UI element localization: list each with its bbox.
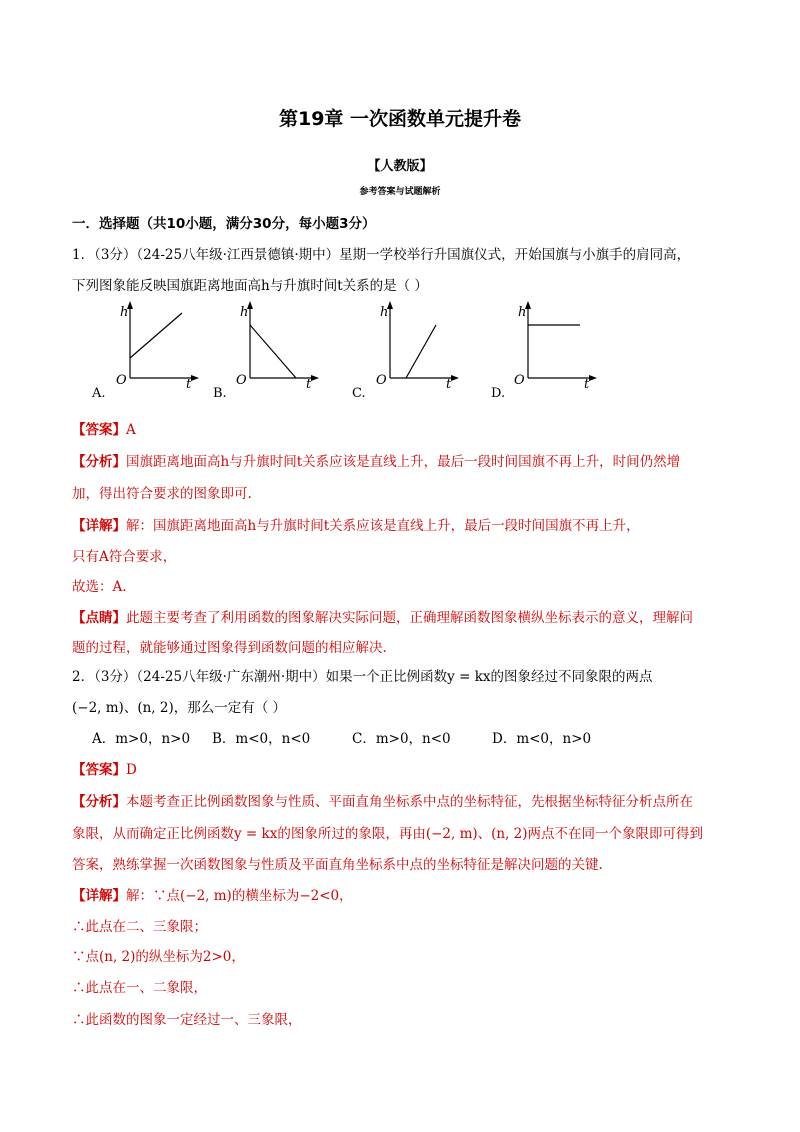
- q1-option-b-label: B.: [213, 386, 227, 401]
- analysis-text: 本题考查正比例函数图象与性质、平面直角坐标系中点的坐标特征，先根据坐标特征分析点所在: [126, 794, 693, 810]
- page-title: 第19章 一次函数单元提升卷: [278, 108, 522, 130]
- q1-detail-line1: [72, 514, 640, 534]
- q2-answer: [72, 758, 137, 778]
- q1-graph-b: [220, 300, 320, 390]
- edition-label: 【人教版】: [367, 159, 433, 174]
- graph-d-svg: [498, 300, 598, 390]
- q2-option-b: B．m<0，n<0: [212, 731, 311, 747]
- q1-graph-a: [100, 300, 200, 390]
- axis-x-label: t: [306, 377, 312, 392]
- q1-comment-line1: [72, 606, 693, 626]
- origin-label: O: [514, 373, 525, 388]
- q1-detail-line3: 故选：A.: [72, 579, 127, 595]
- q1-analysis-line1: [72, 450, 680, 470]
- q1-answer: [72, 418, 136, 438]
- q1-graph-d: [498, 300, 598, 390]
- detail-text: 解：∵点(−2, m)的横坐标为−2<0，: [126, 888, 353, 904]
- comment-tag: 【点睛】: [72, 610, 126, 626]
- q1-detail-line2: 只有A符合要求，: [72, 549, 177, 565]
- q2-detail-line2: ∴此点在二、三象限；: [72, 919, 207, 935]
- q1-option-c-label: C.: [352, 386, 366, 401]
- axis-y-label: h: [518, 305, 527, 320]
- graph-c-svg: [360, 300, 460, 390]
- q2-option-a: A．m>0，n>0: [92, 731, 191, 747]
- analysis-text: 国旗距离地面高h与升旗时间t关系应该是直线上升，最后一段时间国旗不再上升，时间仍然增: [126, 454, 681, 470]
- q2-detail-line5: ∴此函数的图象一定经过一、三象限，: [72, 1012, 302, 1028]
- axis-x-label: t: [584, 377, 590, 392]
- subtitle: 参考答案与试题解析: [359, 187, 441, 197]
- answer-value: A: [126, 422, 136, 438]
- analysis-tag: 【分析】: [72, 454, 126, 470]
- q2-detail-line3: ∵点(n, 2)的纵坐标为2>0，: [72, 949, 245, 965]
- q1-stem-line2: 下列图象能反映国旗距离地面高h与升旗时间t关系的是（ ）: [72, 278, 428, 294]
- axis-x-label: t: [186, 377, 192, 392]
- q1-option-d-label: D.: [491, 386, 506, 401]
- q2-detail-line1: [72, 884, 353, 904]
- q1-option-a-label: A.: [92, 386, 106, 401]
- q2-analysis-line1: [72, 790, 693, 810]
- q2-option-d: D．m<0，n>0: [492, 731, 592, 747]
- axis-y-label: h: [240, 305, 249, 320]
- analysis-tag: 【分析】: [72, 794, 126, 810]
- q1-comment-line2: 题的过程，就能够通过图象得到函数问题的相应解决.: [72, 640, 387, 656]
- origin-label: O: [116, 373, 127, 388]
- detail-text: 解：国旗距离地面高h与升旗时间t关系应该是直线上升，最后一段时间国旗不再上升，: [126, 518, 640, 534]
- graph-a-svg: [100, 300, 200, 390]
- q1-graph-c: [360, 300, 460, 390]
- origin-label: O: [236, 373, 247, 388]
- q1-analysis-line2: 加，得出符合要求的图象即可.: [72, 486, 252, 502]
- detail-tag: 【详解】: [72, 888, 126, 904]
- comment-text: 此题主要考查了利用函数的图象解决实际问题，正确理解函数图象横纵坐标表示的意义，理解问: [126, 610, 693, 626]
- q2-analysis-line3: 答案，熟练掌握一次函数图象与性质及平面直角坐标系中点的坐标特征是解决问题的关键.: [72, 857, 603, 873]
- axis-y-label: h: [380, 305, 389, 320]
- detail-tag: 【详解】: [72, 518, 126, 534]
- answer-value: D: [126, 762, 137, 778]
- q2-analysis-line2: 象限，从而确定正比例函数y = kx的图象所过的象限，再由(−2, m)、(n, 2)两点不在同一个象限即可得到: [72, 826, 704, 842]
- q2-stem-line1: 2．（3分）（24-25八年级·广东潮州·期中）如果一个正比例函数y = kx的图象经过不同象限的两点: [72, 669, 653, 685]
- graph-b-svg: [220, 300, 320, 390]
- answer-tag: 【答案】: [72, 762, 126, 778]
- q2-option-c: C．m>0，n<0: [352, 731, 451, 747]
- q2-stem-line2: (−2, m)、(n, 2)，那么一定有（ ）: [72, 700, 287, 716]
- axis-y-label: h: [120, 305, 129, 320]
- section-heading: 一．选择题（共10小题，满分30分，每小题3分）: [72, 216, 376, 232]
- q2-detail-line4: ∴此点在一、二象限，: [72, 980, 207, 996]
- origin-label: O: [376, 373, 387, 388]
- q1-stem-line1: 1．（3分）（24-25八年级·江西景德镇·期中）星期一学校举行升国旗仪式，开始国旗与小旗手的肩同高，: [72, 247, 691, 263]
- answer-tag: 【答案】: [72, 422, 126, 438]
- axis-x-label: t: [446, 377, 452, 392]
